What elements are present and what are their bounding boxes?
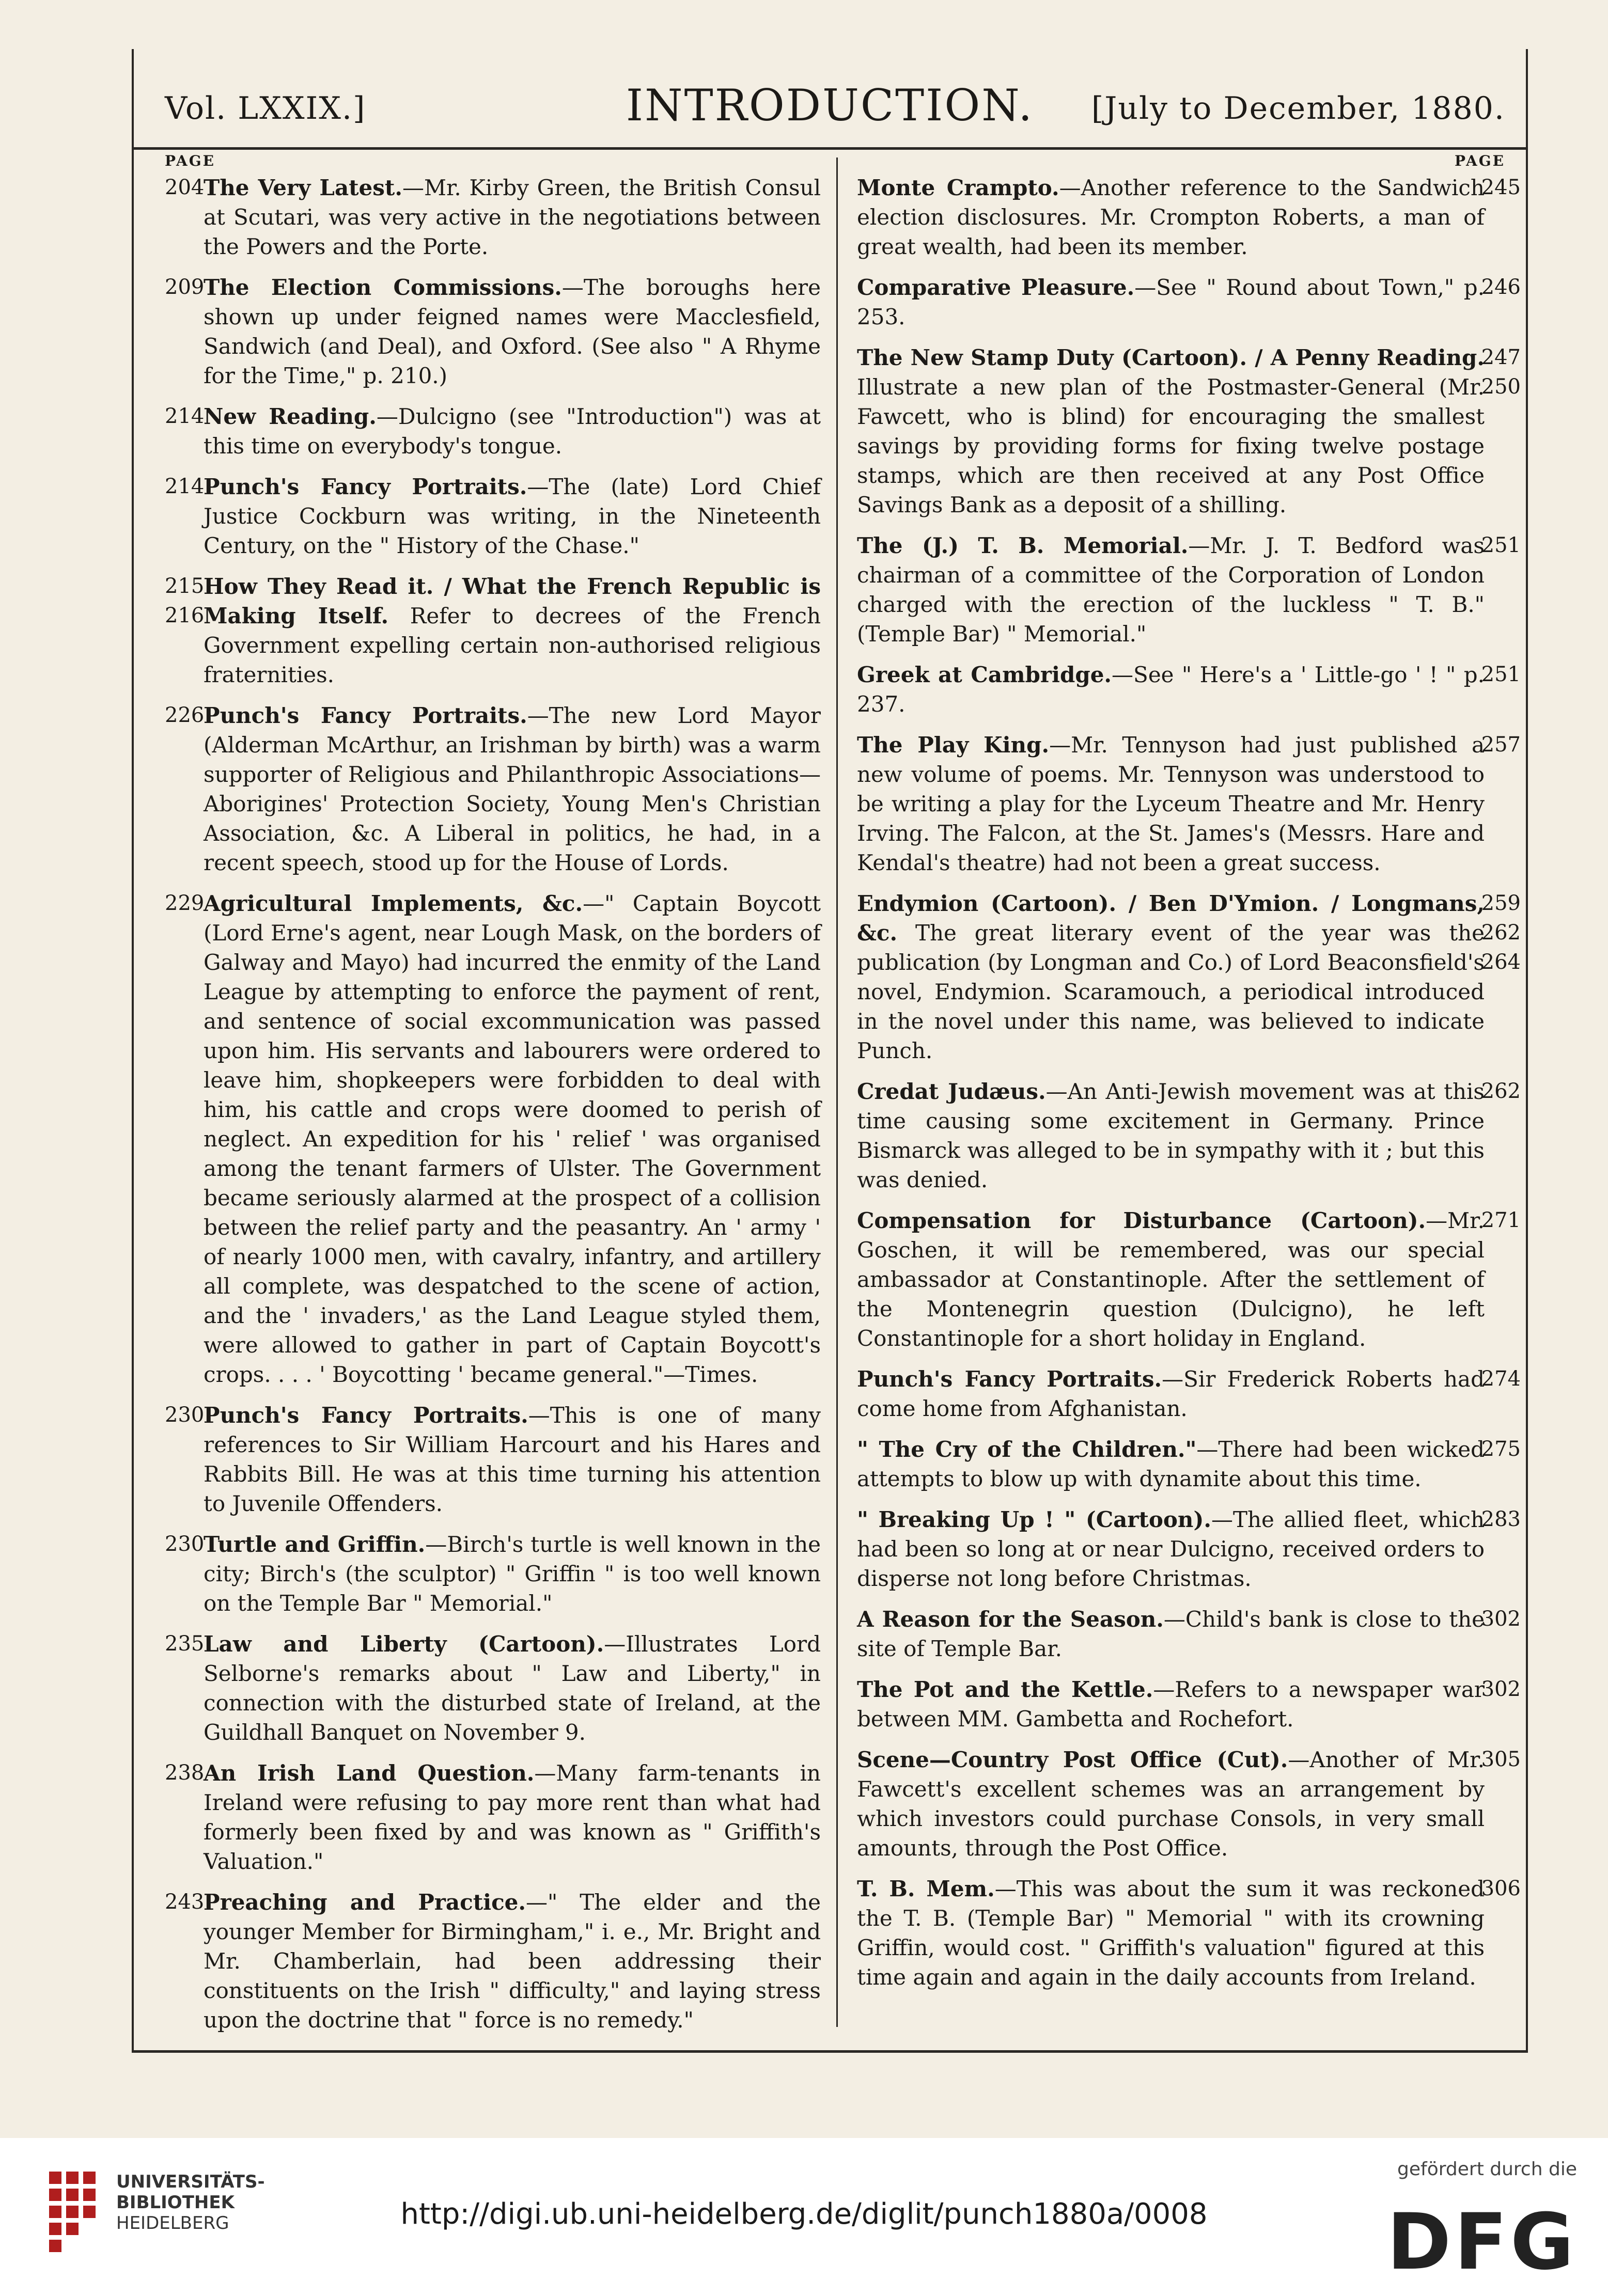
page-number: 230 xyxy=(165,1403,205,1427)
entry-text: —" Captain Boycott (Lord Erne's agent, near Lough Mask, on the borders of Galway and Mayo) had incurred the enmity of the Land League by attempting to enforce the payment of rent, and sentence of social excommunication was passed upon him. His servants and labourers were ordered to leave him, shopkeepers were forbidden to deal with him, his cattle and crops were doomed to perish of neglect. An expedition for his ' relief ' was organised among the tenant farmers of Ulster. The Government became seriously alarmed at the prospect of a collision between the relief party and the peasantry. An ' army ' of nearly 1000 men, with cavalry, infantry, and artillery all complete, was despatched to the scene of action, and the ' invaders,' as the Land League styled them, were allowed to gather in part of Captain Boycott's crops. . . . ' Boycotting ' became general."—Times. xyxy=(204,891,821,1387)
index-entry xyxy=(857,273,1521,332)
index-entry xyxy=(857,1505,1521,1593)
index-entry xyxy=(165,1530,821,1618)
index-entry xyxy=(857,730,1521,877)
page-column-label-right: PAGE xyxy=(1455,152,1505,169)
page-number: 247 xyxy=(1481,345,1521,369)
entry-title: The (J.) T. B. Memorial. xyxy=(857,533,1189,558)
page-number: 204 xyxy=(165,176,205,199)
index-entry xyxy=(165,1629,821,1747)
page-number: 243 xyxy=(165,1890,205,1914)
entry-text: —Many farm-tenants in Ireland were refusing to pay more rent than what had formerly been fixed by and was known as " Griffith's Valuation." xyxy=(204,1760,821,1874)
page-number: 302 xyxy=(1481,1677,1521,1701)
index-entry xyxy=(165,1758,821,1876)
page-number: 283 xyxy=(1481,1507,1521,1531)
entry-text: —Mr. Tennyson had just published a new volume of poems. Mr. Tennyson was understood to be writing a play for the Lyceum Theatre and Mr. Henry Irving. The Falcon, at the St. James's (Messrs. Hare and Kendal's theatre) had not been a great success. xyxy=(857,732,1485,875)
index-entry xyxy=(857,1077,1521,1194)
entry-title: Credat Judæus. xyxy=(857,1079,1046,1104)
entry-title: The Very Latest. xyxy=(204,175,402,200)
entry-title: Comparative Pleasure. xyxy=(857,275,1135,300)
running-header xyxy=(134,70,1526,150)
index-entry xyxy=(857,1675,1521,1734)
index-entry xyxy=(857,1874,1521,1992)
left-column xyxy=(165,173,821,2046)
entry-text: —Birch's turtle is well known in the city; Birch's (the sculptor) " Griffin " is too well known on the Temple Bar " Memorial." xyxy=(204,1532,821,1616)
index-entry xyxy=(857,1435,1521,1493)
page-column-label-left: PAGE xyxy=(165,152,215,169)
entry-text: —Sir Frederick Roberts had come home from Afghanistan. xyxy=(857,1366,1485,1421)
entry-title: New Reading. xyxy=(204,404,377,429)
entry-title: Punch's Fancy Portraits. xyxy=(204,703,527,728)
entry-text: —The (late) Lord Chief Justice Cockburn was writing, in the Nineteenth Century, on the " History of the Chase." xyxy=(204,474,821,558)
index-entry xyxy=(857,1206,1521,1353)
page-number: 302 xyxy=(1481,1607,1521,1631)
entry-text: —This was about the sum it was reckoned the T. B. (Temple Bar) " Memorial " with its crowning Griffin, would cost. " Griffith's valuation" figured at this time again and again in the daily accounts from Ireland. xyxy=(857,1876,1485,1990)
entry-title: " Breaking Up ! " (Cartoon). xyxy=(857,1507,1211,1532)
index-entry xyxy=(857,1364,1521,1423)
index-entry xyxy=(857,1745,1521,1863)
entry-text: —An Anti-Jewish movement was at this time causing some excitement in Germany. Prince Bismarck was alleged to be in sympathy with it ; but this was denied. xyxy=(857,1079,1485,1192)
page-number: 209 xyxy=(165,275,205,299)
page-title: INTRODUCTION. xyxy=(626,80,1034,131)
page-number: 306 xyxy=(1481,1877,1521,1900)
page-number: 226 xyxy=(165,703,205,727)
page-number: 229 xyxy=(165,891,205,915)
column-divider xyxy=(836,158,838,2027)
index-entry xyxy=(165,701,821,877)
entry-text: —Refers to a newspaper war between MM. Gambetta and Rochefort. xyxy=(857,1677,1485,1732)
entry-text: —The boroughs here shown up under feigned names were Macclesfield, Sandwich (and Deal), and Oxford. (See also " A Rhyme for the Time," p. 210.) xyxy=(204,275,821,388)
page-number: 245 xyxy=(1481,176,1521,199)
date-range: [July to December, 1880. xyxy=(1091,90,1505,127)
page-number: 274 xyxy=(1481,1367,1521,1391)
entry-title: The Election Commissions. xyxy=(204,275,562,300)
page-number: 235 xyxy=(165,1632,205,1656)
dfg-logo: DFG xyxy=(1386,2197,1577,2287)
entry-title: Compensation for Disturbance (Cartoon). xyxy=(857,1208,1426,1233)
index-entry xyxy=(165,1888,821,2035)
entry-title: The Pot and the Kettle. xyxy=(857,1677,1153,1702)
entry-title: Scene—Country Post Office (Cut). xyxy=(857,1747,1288,1772)
entry-title: Turtle and Griffin. xyxy=(204,1532,426,1557)
page-number: 251 xyxy=(1481,533,1521,557)
page-number: 264 xyxy=(1481,950,1521,974)
index-entry xyxy=(857,343,1521,520)
library-name: UNIVERSITÄTS- BIBLIOTHEK HEIDELBERG xyxy=(116,2172,265,2234)
entry-title: Punch's Fancy Portraits. xyxy=(204,1403,528,1428)
entry-text: —Illustrates Lord Selborne's remarks about " Law and Liberty," in connection with the disturbed state of Ireland, at the Guildhall Banquet on November 9. xyxy=(204,1631,821,1745)
index-entry xyxy=(165,472,821,560)
entry-title: Law and Liberty (Cartoon). xyxy=(204,1631,604,1657)
index-entry xyxy=(165,572,821,689)
entry-title: An Irish Land Question. xyxy=(204,1760,535,1786)
page-number: 250 xyxy=(1481,375,1521,399)
source-url-link[interactable]: http://digi.ub.uni-heidelberg.de/diglit/punch1880a/0008 xyxy=(400,2197,1208,2231)
page-number: 305 xyxy=(1481,1748,1521,1771)
funded-by-label: gefördert durch die xyxy=(1397,2159,1577,2180)
index-entry xyxy=(165,173,821,261)
entry-text: —Dulcigno (see "Introduction") was at this time on everybody's tongue. xyxy=(204,404,821,459)
index-entry xyxy=(165,402,821,461)
entry-text: —See " Round about Town," p. 253. xyxy=(857,275,1485,329)
page-number: 230 xyxy=(165,1532,205,1556)
index-entry xyxy=(857,1605,1521,1663)
entry-text: —Child's bank is close to the site of Temple Bar. xyxy=(857,1607,1485,1661)
entry-title: Monte Crampto. xyxy=(857,175,1059,200)
entry-text: —" The elder and the younger Member for Birmingham," i. e., Mr. Bright and Mr. Chamberlain, had been addressing their constituents on the Irish " difficulty," and laying stress upon the doctrine that " force is no remedy." xyxy=(204,1890,821,2033)
entry-text: The great literary event of the year was the publication (by Longman and Co.) of Lord Beaconsfield's novel, Endymion. Scaramouch, a periodical introduced in the novel under this name, was believed to indicate Punch. xyxy=(857,920,1485,1063)
entry-text: —The allied fleet, which had been so long at or near Dulcigno, received orders to disperse not long before Christmas. xyxy=(857,1507,1485,1591)
entry-text: —Another reference to the Sandwich election disclosures. Mr. Crompton Roberts, a man of great wealth, had been its member. xyxy=(857,175,1485,259)
page-number: 216 xyxy=(165,604,205,627)
page-number: 215 xyxy=(165,574,205,598)
entry-title: Agricultural Implements, &c. xyxy=(204,891,583,916)
entry-title: Punch's Fancy Portraits. xyxy=(204,474,527,499)
index-entry xyxy=(165,1401,821,1518)
entry-title: The Play King. xyxy=(857,732,1050,758)
footer-bar xyxy=(0,2138,1608,2296)
volume-label: Vol. LXXIX.] xyxy=(165,90,366,127)
entry-text: Illustrate a new plan of the Postmaster-General (Mr. Fawcett, who is blind) for encouraging the smallest savings by providing forms for fixing twelve postage stamps, which are then received at any Post Office Savings Bank as a deposit of a shilling. xyxy=(857,374,1485,517)
page-number: 275 xyxy=(1481,1437,1521,1461)
index-entry xyxy=(857,173,1521,261)
entry-title: Endymion (Cartoon). / Ben D'Ymion. / Longmans, &c. xyxy=(857,891,1485,946)
entry-title: T. B. Mem. xyxy=(857,1876,995,1901)
entry-text: —Mr. Kirby Green, the British Consul at Scutari, was very active in the negotiations between the Powers and the Porte. xyxy=(204,175,821,259)
page-number: 262 xyxy=(1481,1079,1521,1103)
entry-text: —Mr. Goschen, it will be remembered, was our special ambassador at Constantinople. After the settlement of the Montenegrin question (Dulcigno), he left Constantinople for a short holiday in England. xyxy=(857,1208,1485,1351)
entry-title: Preaching and Practice. xyxy=(204,1890,526,1915)
entry-text: —The new Lord Mayor (Alderman McArthur, an Irishman by birth) was a warm supporter of Religious and Philanthropic Associations—Aborigines' Protection Society, Young Men's Christian Association, &c. A Liberal in politics, he had, in a recent speech, stood up for the House of Lords. xyxy=(204,703,821,875)
index-entry xyxy=(857,889,1521,1065)
entry-text: —Another of Mr. Fawcett's excellent schemes was an arrangement by which investors could purchase Consols, in very small amounts, through the Post Office. xyxy=(857,1747,1485,1861)
entry-title: A Reason for the Season. xyxy=(857,1607,1164,1632)
page-number: 259 xyxy=(1481,891,1521,915)
entry-title: " The Cry of the Children." xyxy=(857,1437,1197,1462)
entry-text: —This is one of many references to Sir William Harcourt and his Hares and Rabbits Bill. He was at this time turning his attention to Juvenile Offenders. xyxy=(204,1403,821,1516)
entry-title: Punch's Fancy Portraits. xyxy=(857,1366,1162,1392)
page-number: 257 xyxy=(1481,733,1521,757)
entry-title: Greek at Cambridge. xyxy=(857,662,1112,687)
right-column xyxy=(857,173,1521,2003)
page-number: 214 xyxy=(165,475,205,498)
entry-text: Refer to decrees of the French Government expelling certain non-authorised religious fraternities. xyxy=(204,603,821,687)
page-number: 214 xyxy=(165,404,205,428)
index-entry xyxy=(165,273,821,390)
entry-text: —Mr. J. T. Bedford was chairman of a committee of the Corporation of London charged with the erection of the luckless " T. B." (Temple Bar) " Memorial." xyxy=(857,533,1485,647)
index-entry xyxy=(857,531,1521,649)
page-number: 271 xyxy=(1481,1208,1521,1232)
entry-title: How They Read it. / What the French Republic is Making Itself. xyxy=(204,574,821,628)
document-page xyxy=(132,49,1528,2053)
bottom-rule xyxy=(134,2050,1526,2053)
page-number: 262 xyxy=(1481,921,1521,945)
page-number: 246 xyxy=(1481,275,1521,299)
page-number: 251 xyxy=(1481,663,1521,686)
page-number: 238 xyxy=(165,1761,205,1785)
index-entry xyxy=(857,660,1521,719)
entry-title: The New Stamp Duty (Cartoon). / A Penny Reading. xyxy=(857,345,1485,370)
entry-text: —See " Here's a ' Little-go ' ! " p. 237. xyxy=(857,662,1485,717)
index-entry xyxy=(165,889,821,1389)
entry-text: —There had been wicked attempts to blow up with dynamite about this time. xyxy=(857,1437,1485,1491)
